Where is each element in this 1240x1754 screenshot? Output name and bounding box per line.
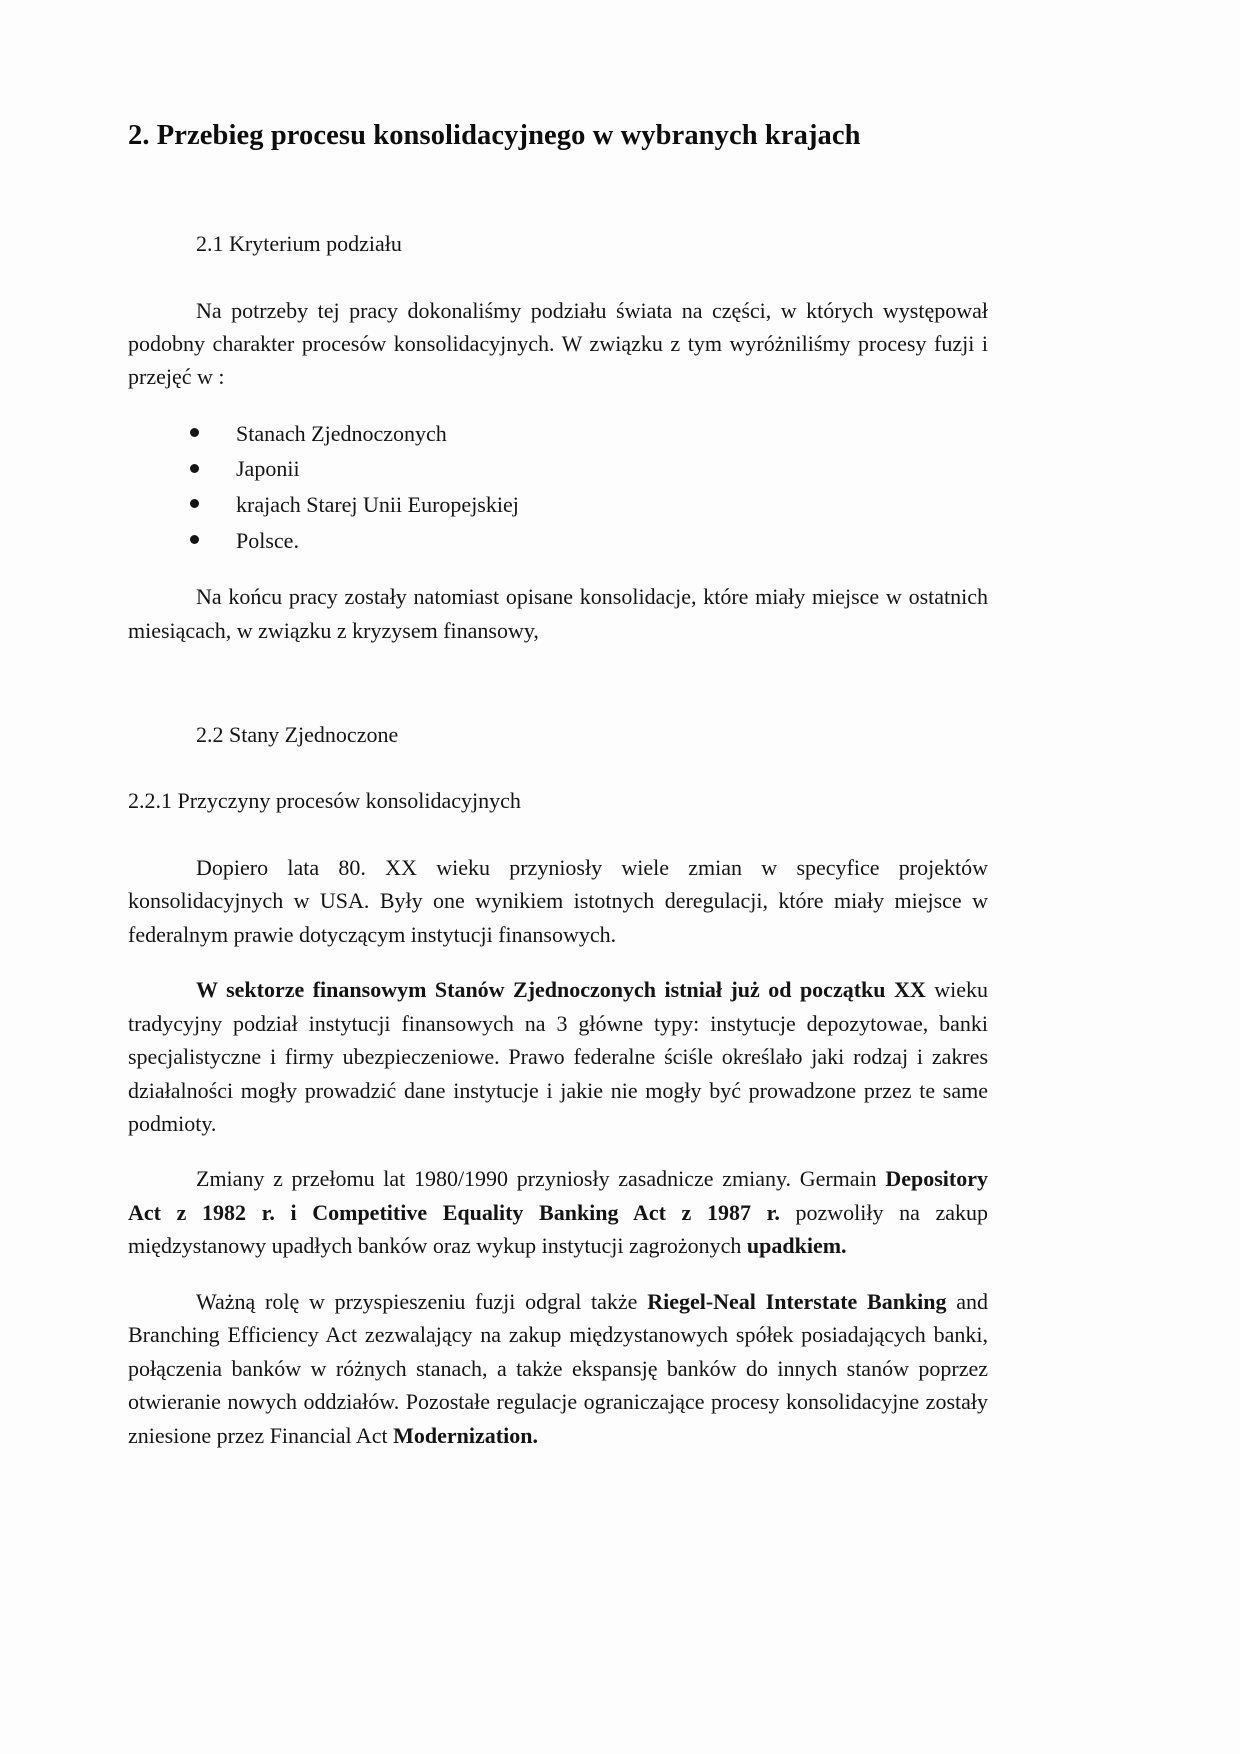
list-item-label: Stanach Zjednoczonych [236,420,447,446]
paragraph-2-2-1-second-bold-lead: W sektorze finansowym Stanów Zjednoczonych istniał już od początku XX [196,977,926,1003]
country-bullet-list [128,416,988,559]
list-item-label: krajach Starej Unii Europejskiej [236,492,519,518]
paragraph-2-2-1-third [128,1162,988,1262]
paragraph-2-2-1-fourth [128,1285,988,1452]
spacer [128,558,988,580]
list-item [184,416,988,452]
paragraph-2-2-1-fourth-bold-tail: Modernization. [393,1422,538,1448]
bullet-icon [190,428,199,437]
paragraph-2-2-1-third-bold-acts: Depository Act z 1982 r. i Competitive Equality Banking Act z 1987 r. [128,1166,988,1225]
paragraph-2-2-1-third-mid: pozwoliły na zakup międzystanowy upadłych banków oraz wykup instytucji zagrożonych [128,1199,988,1259]
paragraph-2-2-1-third-bold-tail: upadkiem. [746,1233,847,1259]
list-item-label: Japonii [236,456,300,482]
bullet-icon [190,535,199,544]
list-item-label: Polsce. [236,527,299,553]
paragraph-2-2-1-fourth-rest: and Branching Efficiency Act zezwalający na zakup międzystanowych spółek posiadających banki, połączenia banków w różnych stanach, a także ekspansję banków do innych stanów poprzez otwieranie nowych oddziałów. Pozostałe regulacje ograniczające procesy konsolidacyjne zostały zniesione przez Financial Act [128,1288,989,1448]
paragraph-2-1-closing: Na końcu pracy zostały natomiast opisane konsolidacje, które miały miejsce w ostatnich miesiącach, w związku z kryzysem finansowy, [128,584,988,643]
heading-2-2: 2.2 Stany Zjednoczone [196,722,399,748]
spacer [128,394,988,416]
spacer [128,1263,988,1285]
spacer [128,751,988,785]
heading-2-2-1: 2.2.1 Przyczyny procesów konsolidacyjnych [128,788,521,814]
paragraph-2-1-intro [128,294,988,394]
paragraph-2-2-1-fourth-lead: Ważną rolę w przyspieszeniu fuzji odgral także [196,1288,648,1314]
paragraph-2-2-1-second-rest: wieku tradycyjny podział instytucji finansowych na 3 główne typy: instytucje depozytowae, banki specjalistyczne i firmy ubezpieczeniowe. Prawo federalne ściśle określało jaki rodzaj i zakres działalności mogły prowadzić dane instytucje i jakie nie mogły być prowadzone przez te same podmioty. [128,977,989,1137]
list-item [184,523,988,559]
heading-2-1: 2.1 Kryterium podziału [196,230,402,256]
list-item [184,487,988,523]
bullet-icon [190,464,199,473]
spacer [128,1140,988,1162]
page-content [128,118,988,1452]
spacer [128,647,988,719]
bullet-icon [190,499,199,508]
list-item [184,451,988,487]
paragraph-2-1-intro-part-a: Na potrzeby tej pracy dokonaliśmy podziału świata na części, w których występował podobny charakter procesów konsolidacyjnych. [128,297,988,356]
spacer [128,951,988,973]
paragraph-2-1-intro-part-b: W związku z tym wyróżniliśmy procesy fuzji i przejęć w : [128,330,988,390]
spacer [128,817,988,851]
spacer [128,154,988,228]
paragraph-2-2-1-second [128,973,988,1140]
paragraph-2-2-1-fourth-bold-act: Riegel-Neal Interstate Banking [647,1288,947,1314]
paragraph-2-2-1-first: Dopiero lata 80. XX wieku przyniosły wiele zmian w specyfice projektów konsolidacyjnych w USA. Były one wynikiem istotnych deregulacji, które miały miejsce w federalnym prawie dotyczącym instytucji finansowych. [128,854,988,947]
paragraph-2-2-1-third-lead: Zmiany z przełomu lat 1980/1990 przyniosły zasadnicze zmiany. Germain [196,1166,886,1192]
spacer [128,260,988,294]
page-title: 2. Przebieg procesu konsolidacyjnego w wybranych krajach [128,120,861,151]
